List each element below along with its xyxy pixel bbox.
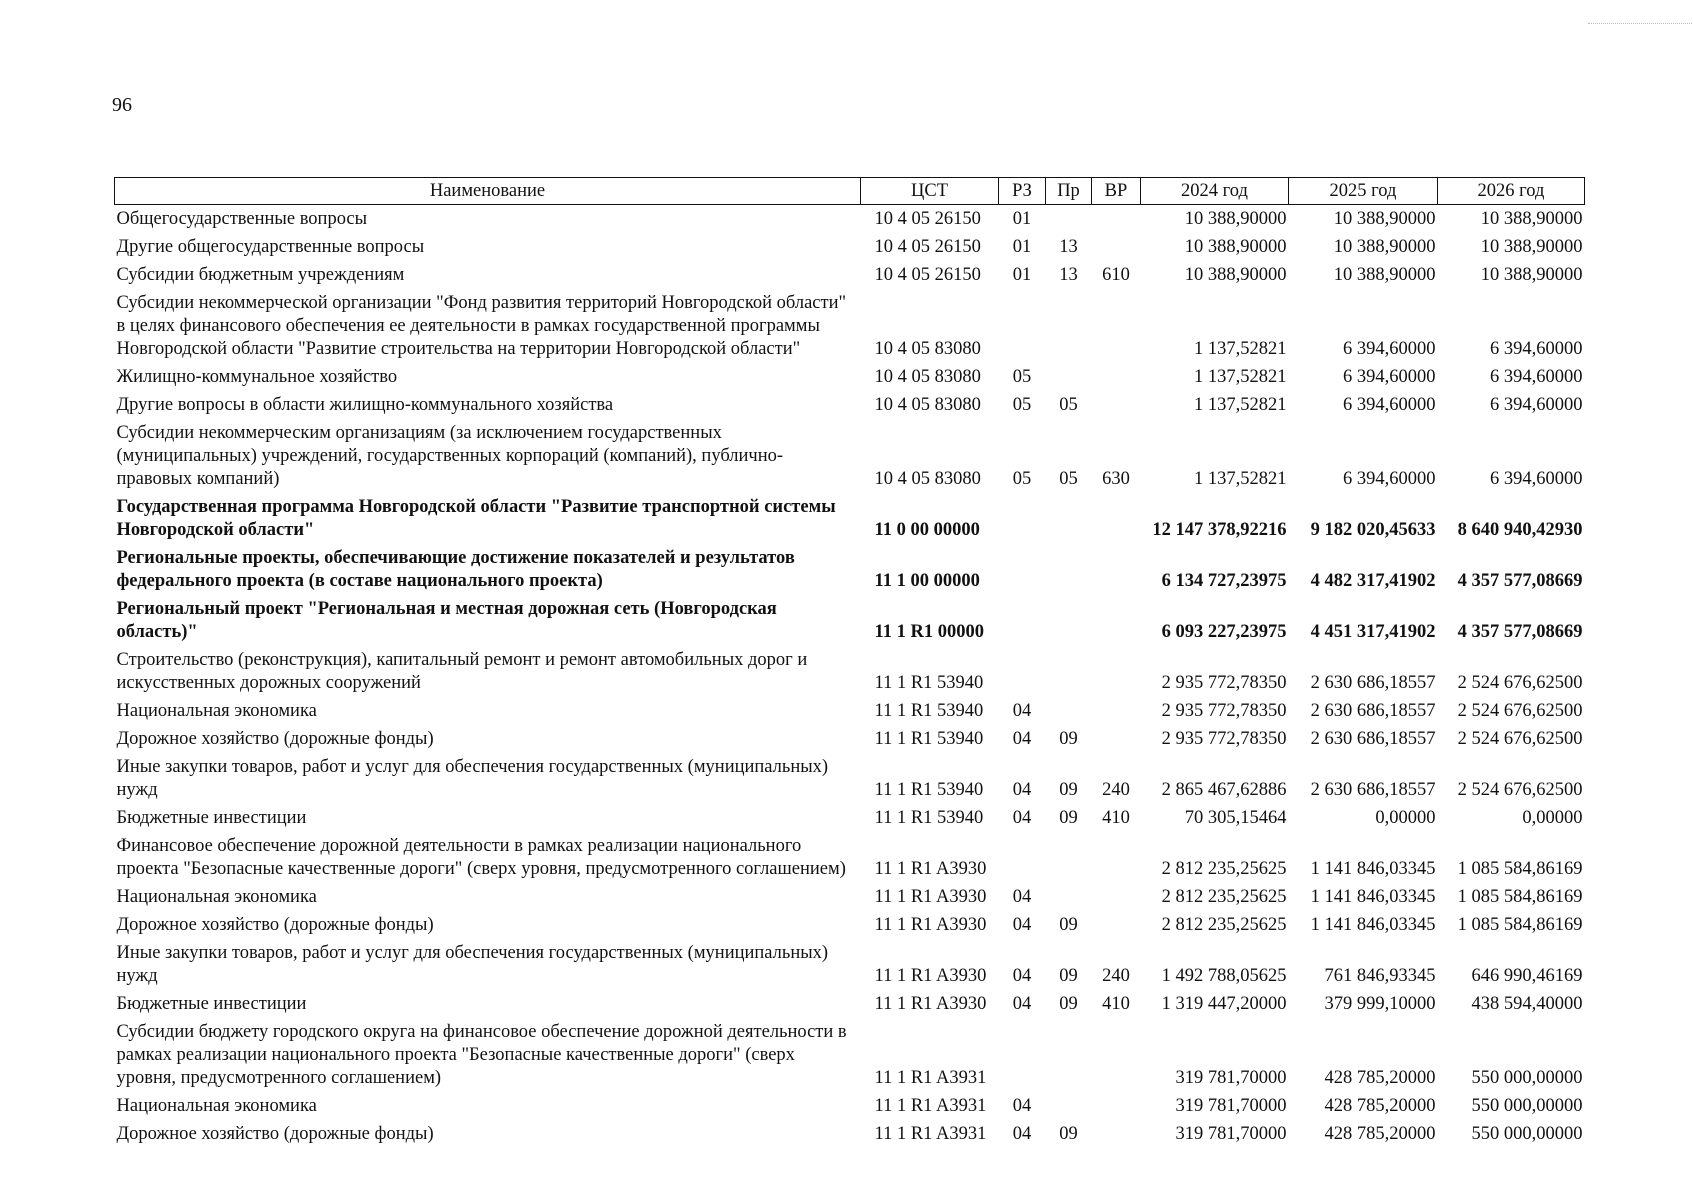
table-row xyxy=(115,804,1585,832)
table-row xyxy=(115,753,1585,804)
cell-2026: 6 394,60000 xyxy=(1490,395,1583,415)
cell-name: Субсидии некоммерческим организациям (за исключением государственных (муниципальных) учреждений, государственных корпораций (компаний), публично-правовых компаний) xyxy=(116,423,784,489)
cell-pr: 13 xyxy=(1059,237,1078,257)
cell-2026: 1 085 584,86169 xyxy=(1457,859,1583,879)
header-cst: ЦСТ xyxy=(861,178,999,205)
cell-rz: 01 xyxy=(1012,209,1032,229)
cell-2024: 319 781,70000 xyxy=(1175,1096,1287,1116)
cell-cst: 11 1 R1 A3930 xyxy=(874,966,987,986)
cell-cst: 11 1 R1 A3931 xyxy=(874,1096,987,1116)
cell-cst: 11 1 R1 53940 xyxy=(874,780,984,800)
page-number: 96 xyxy=(112,94,132,116)
cell-2025: 2 630 686,18557 xyxy=(1310,701,1436,721)
cell-2026: 1 085 584,86169 xyxy=(1457,887,1583,907)
cell-2024: 6 093 227,23975 xyxy=(1161,622,1287,642)
cell-vr xyxy=(1092,363,1141,391)
cell-rz: 04 xyxy=(1012,994,1032,1014)
cell-rz: 04 xyxy=(1012,1124,1032,1144)
cell-cst: 10 4 05 83080 xyxy=(874,339,981,359)
cell-2025: 6 394,60000 xyxy=(1343,395,1436,415)
cell-cst: 11 1 R1 A3931 xyxy=(874,1124,987,1144)
cell-vr xyxy=(1092,493,1141,544)
cell-rz xyxy=(999,493,1046,544)
table-row xyxy=(115,1120,1585,1148)
cell-pr xyxy=(1046,1092,1092,1120)
cell-cst: 11 1 R1 A3931 xyxy=(874,1068,987,1088)
cell-2026: 10 388,90000 xyxy=(1480,209,1583,229)
cell-pr: 05 xyxy=(1059,395,1078,415)
table-row xyxy=(115,363,1585,391)
cell-rz xyxy=(999,646,1046,697)
cell-2024: 2 812 235,25625 xyxy=(1161,887,1287,907)
cell-cst: 11 1 R1 00000 xyxy=(874,622,984,642)
cell-2024: 10 388,90000 xyxy=(1184,265,1287,285)
cell-name: Дорожное хозяйство (дорожные фонды) xyxy=(116,915,434,935)
cell-2024: 1 492 788,05625 xyxy=(1161,966,1287,986)
cell-2025: 6 394,60000 xyxy=(1343,367,1436,387)
cell-pr xyxy=(1046,289,1092,363)
cell-2025: 428 785,20000 xyxy=(1324,1096,1436,1116)
cell-rz xyxy=(999,1018,1046,1092)
top-right-mark xyxy=(1588,23,1693,24)
cell-rz: 04 xyxy=(1012,887,1032,907)
cell-pr: 09 xyxy=(1059,808,1078,828)
cell-cst: 10 4 05 26150 xyxy=(874,265,981,285)
cell-2025: 1 141 846,03345 xyxy=(1310,915,1436,935)
cell-name: Бюджетные инвестиции xyxy=(116,808,307,828)
cell-vr xyxy=(1092,391,1141,419)
table-row xyxy=(115,646,1585,697)
cell-name: Региональный проект "Региональная и местная дорожная сеть (Новгородская область)" xyxy=(116,599,777,642)
cell-2025: 6 394,60000 xyxy=(1343,469,1436,489)
table-row xyxy=(115,939,1585,990)
cell-vr xyxy=(1092,1120,1141,1148)
cell-rz: 04 xyxy=(1012,780,1032,800)
header-2025: 2025 год xyxy=(1289,178,1438,205)
cell-2026: 550 000,00000 xyxy=(1471,1068,1583,1088)
cell-rz: 05 xyxy=(1012,367,1032,387)
cell-2025: 4 451 317,41902 xyxy=(1310,622,1436,642)
cell-cst: 11 1 00 00000 xyxy=(874,571,980,591)
cell-cst: 11 1 R1 A3930 xyxy=(874,859,987,879)
cell-pr xyxy=(1046,205,1092,234)
cell-2025: 428 785,20000 xyxy=(1324,1124,1436,1144)
cell-name: Дорожное хозяйство (дорожные фонды) xyxy=(116,729,434,749)
cell-2024: 12 147 378,92216 xyxy=(1152,520,1287,540)
cell-2025: 10 388,90000 xyxy=(1333,209,1436,229)
cell-2025: 379 999,10000 xyxy=(1324,994,1436,1014)
table-row xyxy=(115,261,1585,289)
cell-name: Другие общегосударственные вопросы xyxy=(116,237,425,257)
table-row xyxy=(115,419,1585,493)
cell-pr xyxy=(1046,493,1092,544)
cell-pr: 09 xyxy=(1059,994,1078,1014)
cell-2024: 1 137,52821 xyxy=(1194,367,1287,387)
cell-name: Общегосударственные вопросы xyxy=(116,209,368,229)
cell-cst: 11 0 00 00000 xyxy=(874,520,980,540)
cell-cst: 11 1 R1 53940 xyxy=(874,808,984,828)
cell-pr xyxy=(1046,883,1092,911)
cell-cst: 11 1 R1 A3930 xyxy=(874,887,987,907)
cell-rz: 04 xyxy=(1012,915,1032,935)
cell-vr xyxy=(1092,205,1141,234)
table-row xyxy=(115,595,1585,646)
cell-2024: 2 812 235,25625 xyxy=(1161,915,1287,935)
cell-rz: 01 xyxy=(1012,237,1032,257)
cell-2026: 550 000,00000 xyxy=(1471,1096,1583,1116)
table-body xyxy=(115,205,1585,1149)
cell-2025: 9 182 020,45633 xyxy=(1310,520,1436,540)
cell-2026: 2 524 676,62500 xyxy=(1457,673,1583,693)
cell-2025: 6 394,60000 xyxy=(1343,339,1436,359)
cell-vr xyxy=(1092,1018,1141,1092)
cell-rz: 04 xyxy=(1012,701,1032,721)
cell-pr xyxy=(1046,1018,1092,1092)
cell-vr xyxy=(1092,911,1141,939)
cell-cst: 10 4 05 83080 xyxy=(874,469,981,489)
cell-2026: 4 357 577,08669 xyxy=(1457,622,1583,642)
cell-vr xyxy=(1092,1092,1141,1120)
table-row xyxy=(115,725,1585,753)
cell-2026: 646 990,46169 xyxy=(1471,966,1583,986)
cell-2025: 2 630 686,18557 xyxy=(1310,673,1436,693)
table-row xyxy=(115,1092,1585,1120)
cell-2024: 2 935 772,78350 xyxy=(1161,701,1287,721)
cell-name: Бюджетные инвестиции xyxy=(116,994,307,1014)
table-row xyxy=(115,205,1585,234)
cell-rz: 01 xyxy=(1012,265,1032,285)
cell-name: Строительство (реконструкция), капитальный ремонт и ремонт автомобильных дорог и искусственных дорожных сооружений xyxy=(116,650,808,693)
cell-cst: 11 1 R1 A3930 xyxy=(874,994,987,1014)
cell-2025: 761 846,93345 xyxy=(1324,966,1436,986)
cell-name: Национальная экономика xyxy=(116,1096,317,1116)
cell-vr: 240 xyxy=(1102,780,1130,800)
cell-2024: 1 319 447,20000 xyxy=(1161,994,1287,1014)
cell-vr xyxy=(1092,233,1141,261)
cell-rz xyxy=(999,832,1046,883)
cell-name: Иные закупки товаров, работ и услуг для обеспечения государственных (муниципальных) нужд xyxy=(116,757,829,800)
cell-2026: 10 388,90000 xyxy=(1480,237,1583,257)
table-row xyxy=(115,391,1585,419)
cell-cst: 11 1 R1 53940 xyxy=(874,673,984,693)
cell-name: Финансовое обеспечение дорожной деятельности в рамках реализации национального проекта "Безопасные качественные дороги" (сверх уровня, предусмотренного соглашением) xyxy=(116,836,846,879)
cell-name: Иные закупки товаров, работ и услуг для обеспечения государственных (муниципальных) нужд xyxy=(116,943,829,986)
cell-vr xyxy=(1092,832,1141,883)
cell-cst: 10 4 05 26150 xyxy=(874,209,981,229)
cell-rz xyxy=(999,544,1046,595)
cell-pr: 09 xyxy=(1059,915,1078,935)
cell-pr xyxy=(1046,697,1092,725)
table-row xyxy=(115,493,1585,544)
cell-vr: 240 xyxy=(1102,966,1130,986)
table-row xyxy=(115,832,1585,883)
cell-2025: 10 388,90000 xyxy=(1333,237,1436,257)
cell-name: Субсидии бюджету городского округа на финансовое обеспечение дорожной деятельности в рамках реализации национального проекта "Безопасные качественные дороги" (сверх уровня, предусмотренного соглашением) xyxy=(116,1022,847,1088)
table-row xyxy=(115,544,1585,595)
cell-2024: 2 865 467,62886 xyxy=(1161,780,1287,800)
cell-vr: 410 xyxy=(1102,994,1130,1014)
cell-2026: 6 394,60000 xyxy=(1490,469,1583,489)
cell-rz: 05 xyxy=(1012,395,1032,415)
cell-vr xyxy=(1092,646,1141,697)
cell-pr: 09 xyxy=(1059,966,1078,986)
cell-vr xyxy=(1092,544,1141,595)
cell-rz: 04 xyxy=(1012,966,1032,986)
cell-vr: 410 xyxy=(1102,808,1130,828)
cell-2026: 6 394,60000 xyxy=(1490,339,1583,359)
cell-2026: 8 640 940,42930 xyxy=(1457,520,1583,540)
header-vr: ВР xyxy=(1092,178,1141,205)
cell-pr: 09 xyxy=(1059,729,1078,749)
cell-rz xyxy=(999,595,1046,646)
table-row xyxy=(115,233,1585,261)
budget-table xyxy=(114,177,1585,1148)
cell-rz: 04 xyxy=(1012,729,1032,749)
cell-2026: 2 524 676,62500 xyxy=(1457,701,1583,721)
cell-name: Национальная экономика xyxy=(116,701,317,721)
cell-name: Государственная программа Новгородской области "Развитие транспортной системы Новгородской области" xyxy=(116,497,836,540)
cell-2026: 2 524 676,62500 xyxy=(1457,780,1583,800)
cell-2024: 10 388,90000 xyxy=(1184,209,1287,229)
cell-2025: 0,00000 xyxy=(1375,808,1436,828)
table-row xyxy=(115,990,1585,1018)
cell-pr: 05 xyxy=(1059,469,1078,489)
cell-cst: 10 4 05 83080 xyxy=(874,395,981,415)
cell-2026: 0,00000 xyxy=(1522,808,1583,828)
cell-2024: 10 388,90000 xyxy=(1184,237,1287,257)
cell-pr xyxy=(1046,832,1092,883)
cell-vr xyxy=(1092,595,1141,646)
table-row xyxy=(115,911,1585,939)
cell-name: Другие вопросы в области жилищно-коммунального хозяйства xyxy=(116,395,614,415)
header-rz: РЗ xyxy=(999,178,1046,205)
header-2024: 2024 год xyxy=(1141,178,1289,205)
cell-2026: 4 357 577,08669 xyxy=(1457,571,1583,591)
cell-2025: 1 141 846,03345 xyxy=(1310,859,1436,879)
cell-name: Субсидии некоммерческой организации "Фонд развития территорий Новгородской области" в целях финансового обеспечения ее деятельности в рамках государственной программы Новгородской области "Развитие строительства на территории Новгородской области" xyxy=(116,293,847,359)
cell-cst: 11 1 R1 53940 xyxy=(874,701,984,721)
table-row xyxy=(115,883,1585,911)
header-pr: Пр xyxy=(1046,178,1092,205)
cell-2026: 6 394,60000 xyxy=(1490,367,1583,387)
cell-name: Региональные проекты, обеспечивающие достижение показателей и результатов федерального проекта (в составе национального проекта) xyxy=(116,548,795,591)
cell-cst: 11 1 R1 53940 xyxy=(874,729,984,749)
cell-name: Дорожное хозяйство (дорожные фонды) xyxy=(116,1124,434,1144)
cell-2025: 2 630 686,18557 xyxy=(1310,780,1436,800)
cell-2024: 2 812 235,25625 xyxy=(1161,859,1287,879)
cell-name: Жилищно-коммунальное хозяйство xyxy=(116,367,398,387)
cell-pr xyxy=(1046,595,1092,646)
cell-pr: 13 xyxy=(1059,265,1078,285)
table-row xyxy=(115,1018,1585,1092)
cell-rz: 04 xyxy=(1012,1096,1032,1116)
cell-vr xyxy=(1092,883,1141,911)
cell-vr xyxy=(1092,697,1141,725)
cell-pr: 09 xyxy=(1059,780,1078,800)
cell-2026: 10 388,90000 xyxy=(1480,265,1583,285)
cell-cst: 11 1 R1 A3930 xyxy=(874,915,987,935)
cell-vr xyxy=(1092,725,1141,753)
table-row xyxy=(115,697,1585,725)
cell-pr xyxy=(1046,646,1092,697)
cell-2026: 438 594,40000 xyxy=(1471,994,1583,1014)
cell-2024: 319 781,70000 xyxy=(1175,1124,1287,1144)
cell-2025: 10 388,90000 xyxy=(1333,265,1436,285)
cell-cst: 10 4 05 83080 xyxy=(874,367,981,387)
cell-cst: 10 4 05 26150 xyxy=(874,237,981,257)
cell-2026: 2 524 676,62500 xyxy=(1457,729,1583,749)
cell-2024: 2 935 772,78350 xyxy=(1161,673,1287,693)
cell-2024: 1 137,52821 xyxy=(1194,395,1287,415)
cell-rz xyxy=(999,289,1046,363)
cell-2026: 1 085 584,86169 xyxy=(1457,915,1583,935)
cell-2025: 428 785,20000 xyxy=(1324,1068,1436,1088)
header-name: Наименование xyxy=(115,178,861,205)
cell-2025: 4 482 317,41902 xyxy=(1310,571,1436,591)
cell-2024: 319 781,70000 xyxy=(1175,1068,1287,1088)
cell-rz: 05 xyxy=(1012,469,1032,489)
cell-2025: 2 630 686,18557 xyxy=(1310,729,1436,749)
header-2026: 2026 год xyxy=(1438,178,1585,205)
cell-vr xyxy=(1092,289,1141,363)
cell-2024: 70 305,15464 xyxy=(1184,808,1287,828)
cell-2024: 1 137,52821 xyxy=(1194,469,1287,489)
cell-2025: 1 141 846,03345 xyxy=(1310,887,1436,907)
cell-2024: 1 137,52821 xyxy=(1194,339,1287,359)
cell-name: Национальная экономика xyxy=(116,887,317,907)
cell-pr xyxy=(1046,544,1092,595)
cell-name: Субсидии бюджетным учреждениям xyxy=(116,265,405,285)
table-header-row xyxy=(115,178,1585,205)
cell-vr: 630 xyxy=(1102,469,1130,489)
cell-pr xyxy=(1046,363,1092,391)
cell-vr: 610 xyxy=(1102,265,1130,285)
table-row xyxy=(115,289,1585,363)
cell-2026: 550 000,00000 xyxy=(1471,1124,1583,1144)
cell-2024: 6 134 727,23975 xyxy=(1161,571,1287,591)
cell-rz: 04 xyxy=(1012,808,1032,828)
cell-2024: 2 935 772,78350 xyxy=(1161,729,1287,749)
cell-pr: 09 xyxy=(1059,1124,1078,1144)
